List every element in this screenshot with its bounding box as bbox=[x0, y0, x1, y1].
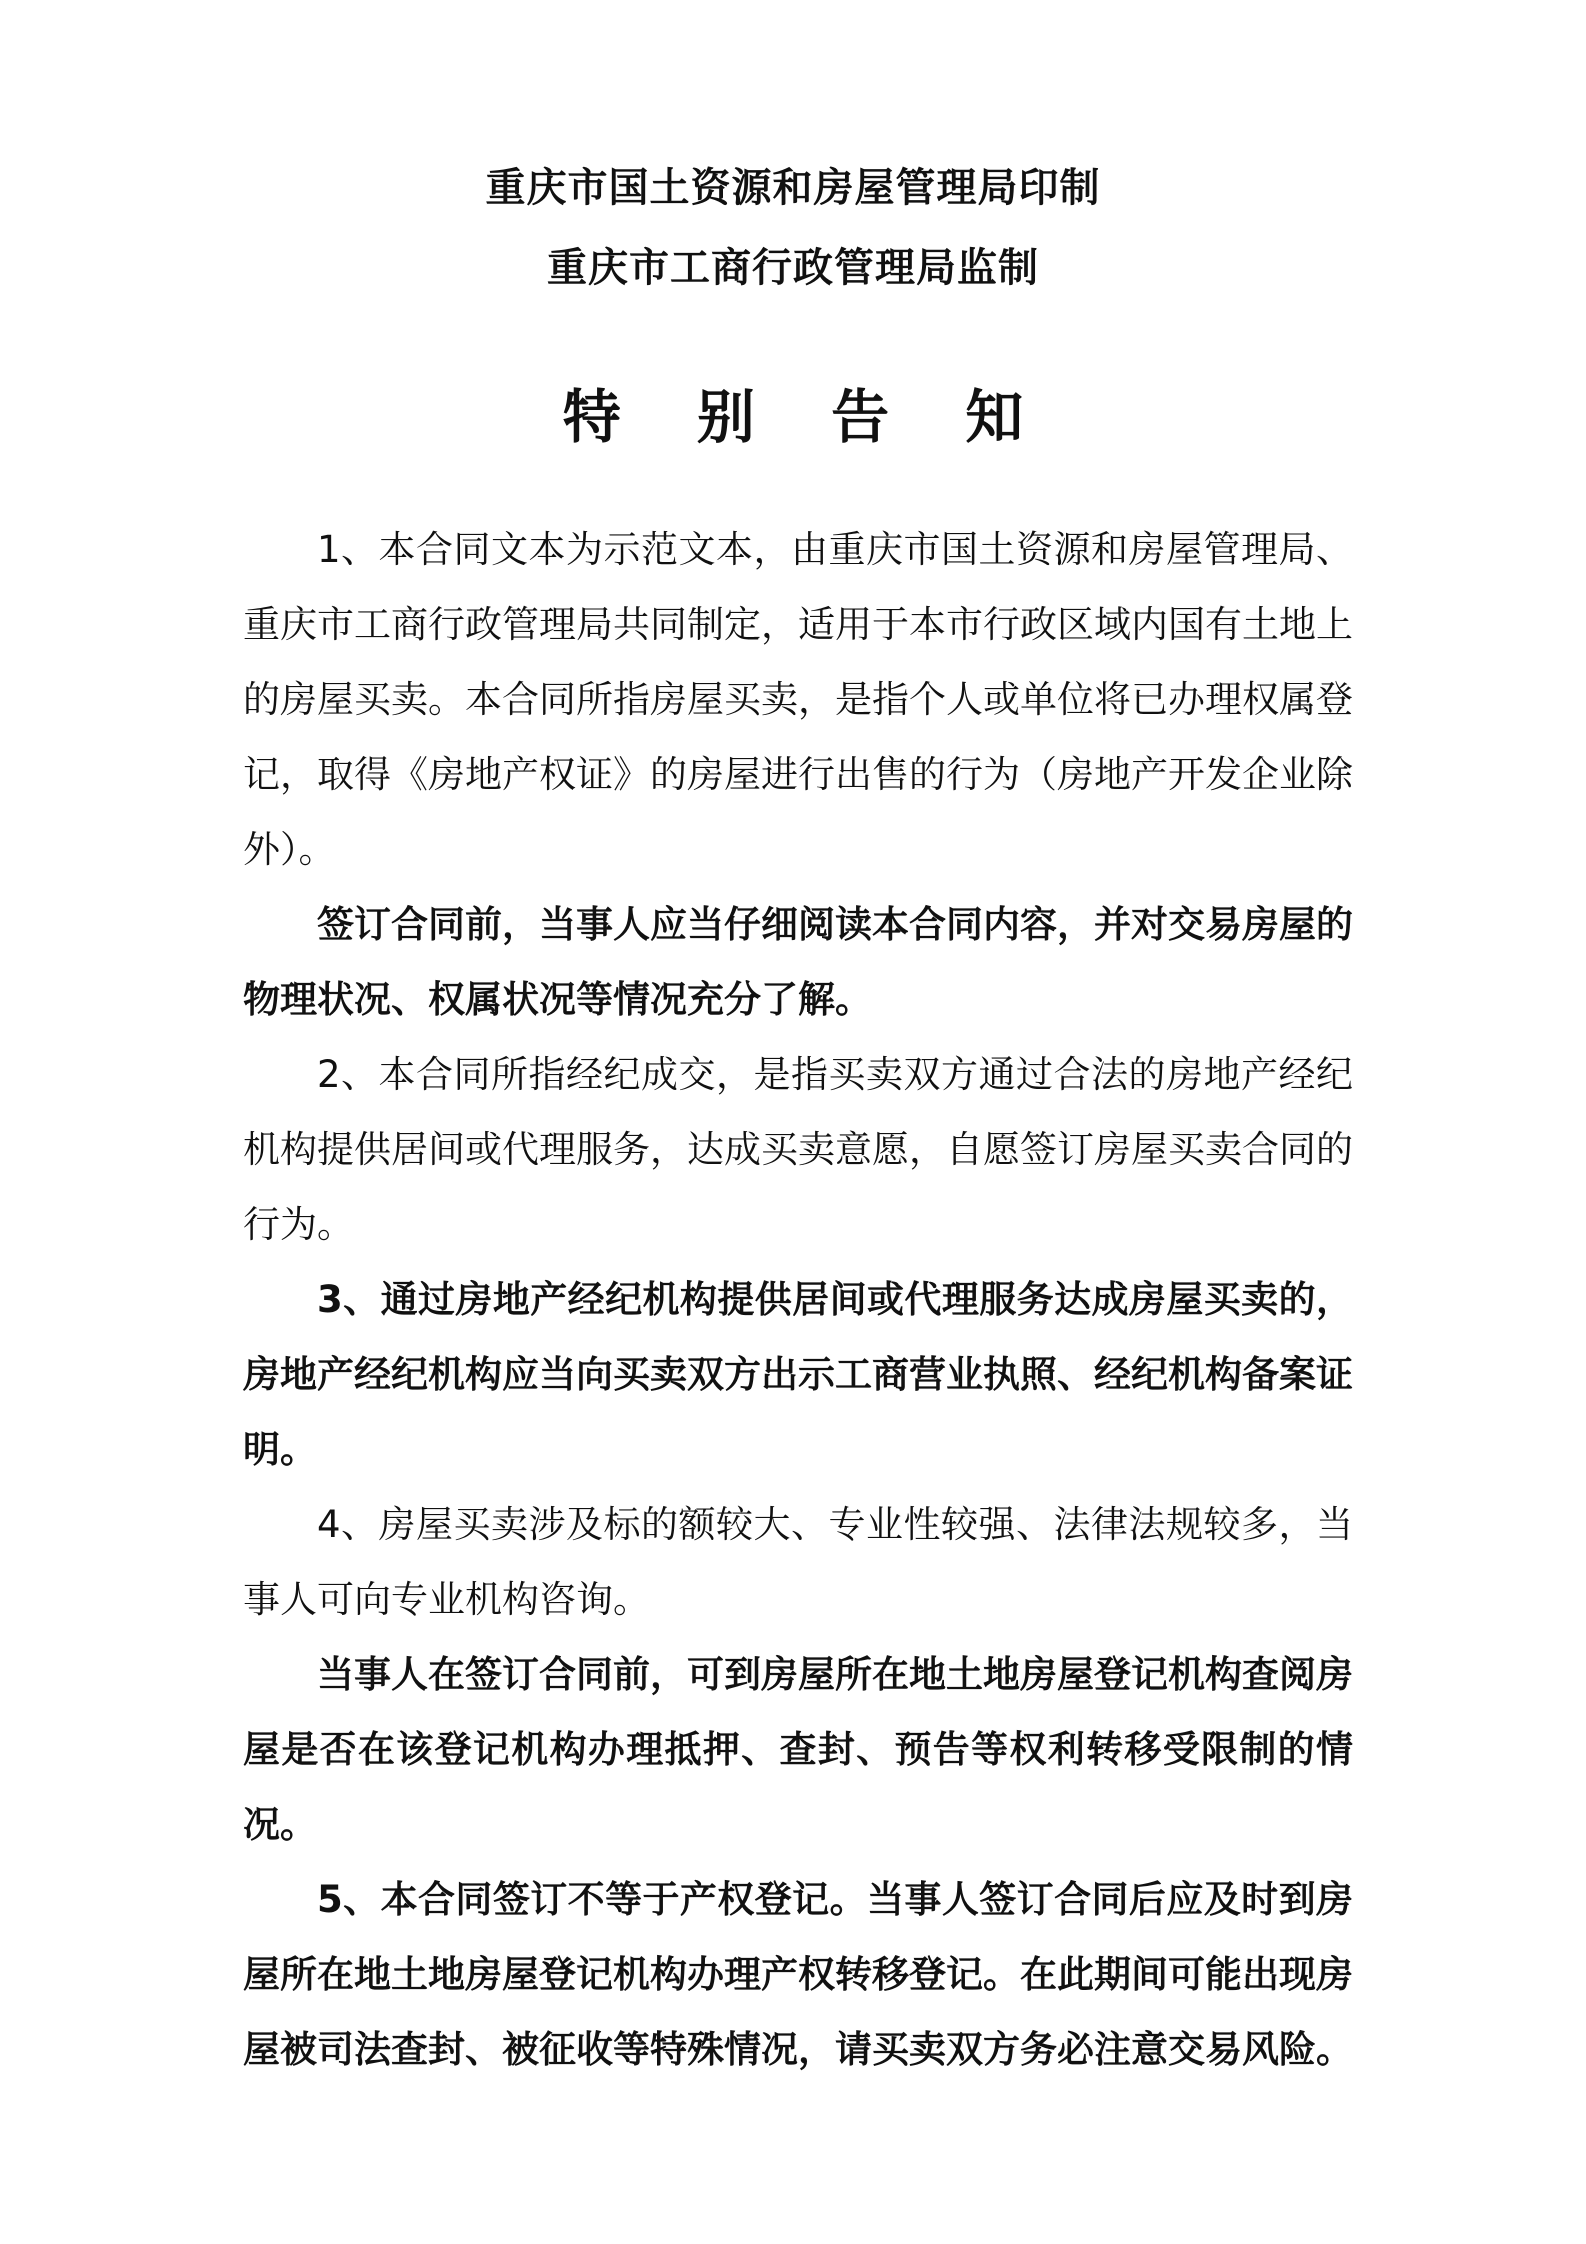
notice-paragraph-reminder: 签订合同前，当事人应当仔细阅读本合同内容，并对交易房屋的物理状况、权属状况等情况充分了解。 bbox=[243, 903, 1353, 1021]
supervisor-line: 重庆市工商行政管理局监制 bbox=[547, 245, 1039, 291]
notice-paragraph-4: 4、房屋买卖涉及标的额较大、专业性较强、法律法规较多，当事人可向专业机构咨询。 bbox=[243, 1503, 1353, 1621]
printer-line: 重庆市国土资源和房屋管理局印制 bbox=[485, 165, 1101, 211]
notice-paragraph-2: 2、本合同所指经纪成交，是指买卖双方通过合法的房地产经纪机构提供居间或代理服务，达成买卖意愿，自愿签订房屋买卖合同的行为。 bbox=[243, 1053, 1353, 1246]
page-title: 特 别 告 知 bbox=[562, 383, 1052, 451]
notice-paragraph-inspection: 当事人在签订合同前，可到房屋所在地土地房屋登记机构查阅房屋是否在该登记机构办理抵押、查封、预告等权利转移受限制的情况。 bbox=[243, 1653, 1353, 1846]
notice-paragraph-1: 1、本合同文本为示范文本，由重庆市国土资源和房屋管理局、重庆市工商行政管理局共同制定，适用于本市行政区域内国有土地上的房屋买卖。本合同所指房屋买卖，是指个人或单位将已办理权属登记，取得《房地产权证》的房屋进行出售的行为（房地产开发企业除外）。 bbox=[243, 528, 1353, 871]
notice-paragraph-5: 5、本合同签订不等于产权登记。当事人签订合同后应及时到房屋所在地土地房屋登记机构办理产权转移登记。在此期间可能出现房屋被司法查封、被征收等特殊情况，请买卖双方务必注意交易风险。 bbox=[243, 1878, 1353, 2071]
notice-body bbox=[243, 512, 1353, 2087]
notice-paragraph-3: 3、通过房地产经纪机构提供居间或代理服务达成房屋买卖的，房地产经纪机构应当向买卖双方出示工商营业执照、经纪机构备案证明。 bbox=[243, 1278, 1353, 1471]
